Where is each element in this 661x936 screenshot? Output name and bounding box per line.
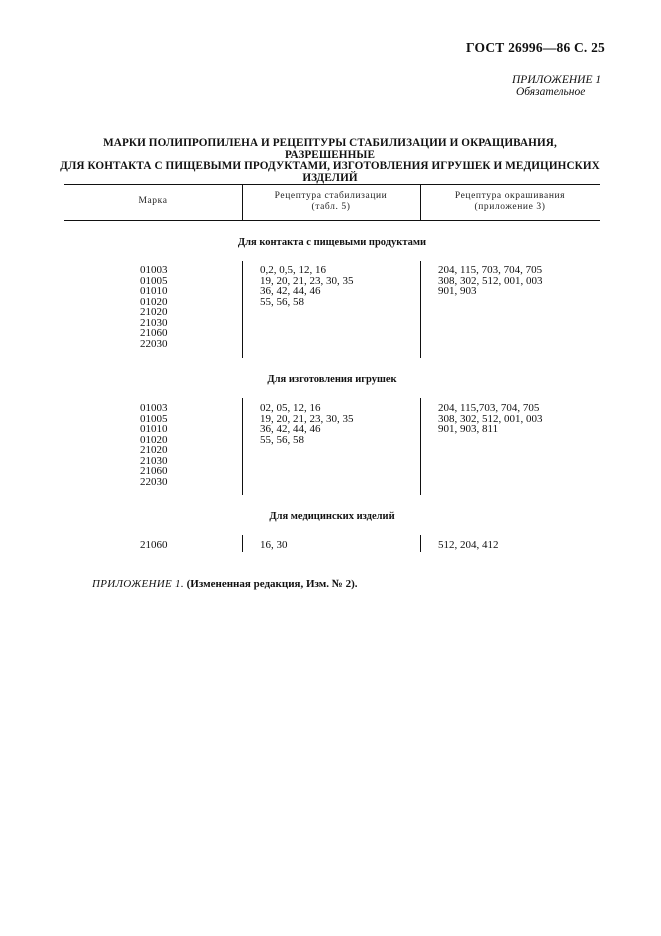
title-line: ИЗДЕЛИЙ: [302, 171, 358, 184]
mark-value: 01020: [140, 433, 168, 446]
stabilization-value: 02, 05, 12, 16: [260, 402, 321, 414]
stabilization-list: [260, 265, 354, 307]
coloring-value: 308, 302, 512, 001, 003: [438, 274, 543, 287]
mark-value: 01005: [140, 412, 168, 425]
mark-value: 22030: [140, 337, 168, 350]
stabilization-value: 55, 56, 58: [260, 295, 304, 308]
section-title-toys: Для изготовления игрушек: [267, 374, 397, 385]
section-divider: [242, 535, 243, 552]
coloring-value: 512, 204, 412: [438, 539, 499, 551]
column-header-coloring: Рецептура окрашивания (приложение 3): [454, 191, 566, 212]
section-divider: [420, 261, 421, 358]
coloring-list: [438, 265, 543, 297]
stabilization-value: 16, 30: [260, 539, 288, 551]
document-reference: ГОСТ 26996—86 С. 25: [466, 40, 605, 55]
section-title-medical: Для медицинских изделий: [269, 511, 395, 522]
coloring-value: 204, 115,703, 704, 705: [438, 402, 540, 414]
coloring-value: 308, 302, 512, 001, 003: [438, 412, 543, 425]
stabilization-value: 55, 56, 58: [260, 433, 304, 446]
appendix-label-block: [512, 74, 601, 98]
marks-list: [140, 540, 168, 551]
mark-value: 01003: [140, 264, 168, 276]
mark-value: 01020: [140, 295, 168, 308]
table-header-rule: [64, 220, 600, 221]
section-divider: [420, 535, 421, 552]
stabilization-value: 19, 20, 21, 23, 30, 35: [260, 274, 354, 287]
coloring-list: [438, 540, 499, 551]
mark-value: 21060: [140, 465, 168, 477]
mark-value: 21060: [140, 539, 168, 551]
stabilization-value: 36, 42, 44, 46: [260, 285, 321, 297]
mark-value: 01003: [140, 402, 168, 414]
stabilization-list: [260, 540, 288, 551]
mark-value: 01005: [140, 274, 168, 287]
appendix-label: ПРИЛОЖЕНИЕ 1: [512, 74, 602, 86]
page-title: [60, 138, 600, 184]
mark-value: 21060: [140, 327, 168, 339]
coloring-list: [438, 403, 543, 435]
mark-value: 22030: [140, 475, 168, 488]
table-top-rule: [64, 184, 600, 185]
coloring-value: 901, 903: [438, 285, 477, 297]
appendix-status: Обязательное: [516, 86, 586, 98]
note-text: (Измененная редакция, Изм. № 2).: [186, 578, 358, 590]
column-header-stabilization: Рецептура стабилизации (табл. 5): [274, 191, 388, 212]
stabilization-value: 0,2, 0,5, 12, 16: [260, 264, 326, 276]
coloring-value: 901, 903, 811: [438, 423, 499, 435]
marks-list: [140, 265, 168, 349]
title-line: МАРКИ ПОЛИПРОПИЛЕНА И РЕЦЕПТУРЫ СТАБИЛИЗАЦИИ И ОКРАЩИВАНИЯ, РАЗРЕШЕННЫЕ: [103, 137, 557, 161]
column-header-mark: Марка: [138, 196, 168, 206]
section-divider: [242, 261, 243, 358]
section-divider: [420, 398, 421, 495]
coloring-value: 204, 115, 703, 704, 705: [438, 264, 543, 276]
stabilization-list: [260, 403, 354, 445]
stabilization-value: 19, 20, 21, 23, 30, 35: [260, 412, 354, 425]
mark-value: 01010: [140, 285, 168, 297]
section-divider: [242, 398, 243, 495]
marks-list: [140, 403, 168, 487]
mark-value: 21030: [140, 316, 168, 329]
mark-value: 21020: [140, 444, 168, 456]
note-label: ПРИЛОЖЕНИЕ 1.: [92, 578, 184, 590]
mark-value: 21030: [140, 454, 168, 467]
stabilization-value: 36, 42, 44, 46: [260, 423, 321, 435]
mark-value: 01010: [140, 423, 168, 435]
section-title-food: Для контакта с пищевыми продуктами: [237, 237, 427, 248]
title-line: ДЛЯ КОНТАКТА С ПИЩЕВЫМИ ПРОДУКТАМИ, ИЗГОТОВЛЕНИЯ ИГРУШЕК И МЕДИЦИНСКИХ: [60, 160, 600, 172]
mark-value: 21020: [140, 306, 168, 318]
revision-note: [92, 578, 358, 590]
